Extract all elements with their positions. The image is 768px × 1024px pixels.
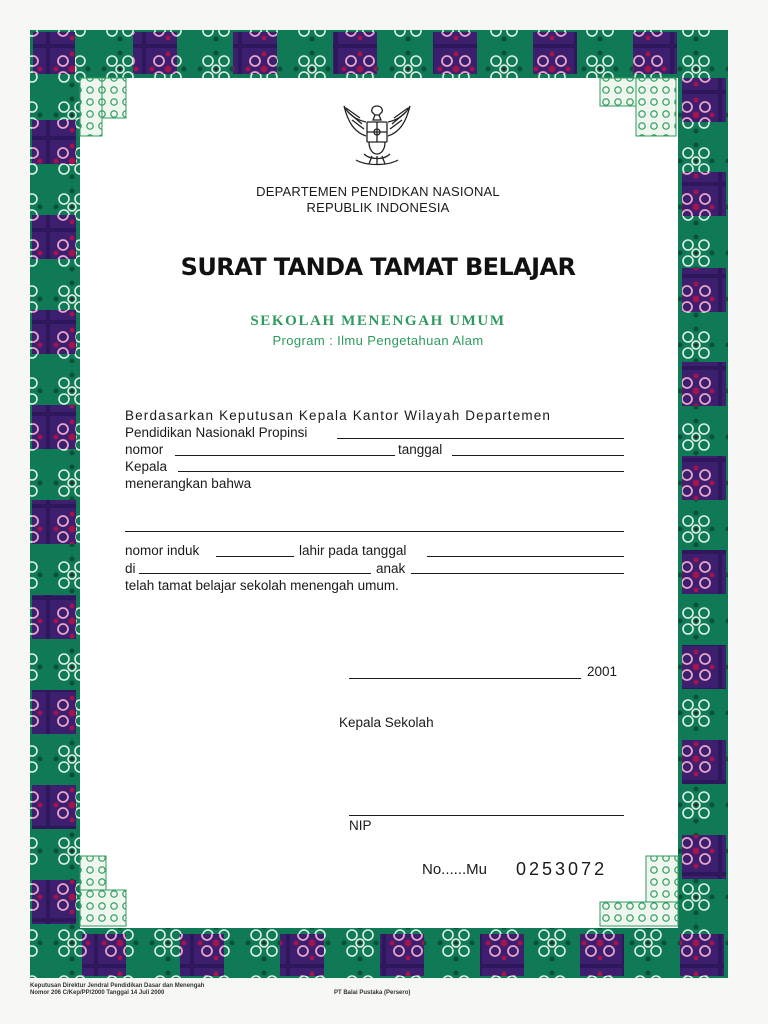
blank-propinsi (337, 438, 624, 439)
department-header (180, 184, 576, 216)
blank-tanggal-lahir (427, 556, 624, 557)
footer-decree (30, 983, 204, 997)
garuda-emblem-icon (342, 98, 412, 170)
signature-year: 2001 (587, 664, 618, 679)
border-left-purple-tiles (32, 120, 76, 924)
body-label-nomor: nomor (125, 442, 164, 457)
body-label-tamat: telah tamat belajar sekolah menengah umum. (125, 578, 399, 593)
body-label-tanggal: tanggal (398, 442, 443, 457)
blank-kepala (178, 471, 624, 472)
body-label-propinsi: Pendidikan Nasionakl Propinsi (125, 425, 308, 440)
serial-number: 0253072 (516, 859, 608, 879)
body-line-decree: Berdasarkan Keputusan Kepala Kantor Wilayah Departemen (125, 408, 552, 423)
blank-anak (411, 573, 624, 574)
blank-tanggal (452, 455, 624, 456)
serial-prefix: No......Mu (422, 861, 488, 878)
body-label-lahir: lahir pada tanggal (299, 543, 407, 558)
blank-place-date (349, 678, 581, 679)
country-name: REPUBLIK INDONESIA (306, 200, 450, 215)
body-label-anak: anak (376, 561, 406, 576)
body-label-nomor-induk: nomor induk (125, 543, 200, 558)
program-name: Program : Ilmu Pengetahuan Alam (272, 333, 484, 348)
border-right-purple-tiles (682, 78, 726, 879)
certificate-title: SURAT TANDA TAMAT BELAJAR (180, 253, 576, 281)
department-name: DEPARTEMEN PENDIDKAN NASIONAL (256, 184, 500, 199)
blank-nomor-induk (216, 556, 294, 557)
footer-decree-line1: Keputusan Direktur Jendral Pendidikan Dasar dan Menengah (30, 983, 205, 989)
signature-position: Kepala Sekolah (339, 715, 434, 730)
footer-decree-line2: Nomor 206 C/Kep/PP/2000 Tanggal 14 Juli 2000 (30, 990, 165, 996)
footer-publisher: PT Balai Pustaka (Persero) (334, 990, 411, 996)
signature-nip-label: NIP (349, 818, 372, 833)
body-label-di: di (125, 561, 136, 576)
blank-student-name (125, 531, 624, 532)
school-type: SEKOLAH MENENGAH UMUM (250, 313, 506, 329)
blank-nomor (175, 455, 395, 456)
blank-tempat-lahir (139, 573, 371, 574)
body-label-kepala: Kepala (125, 459, 168, 474)
body-label-menerangkan: menerangkan bahwa (125, 476, 252, 491)
blank-signature (349, 815, 624, 816)
